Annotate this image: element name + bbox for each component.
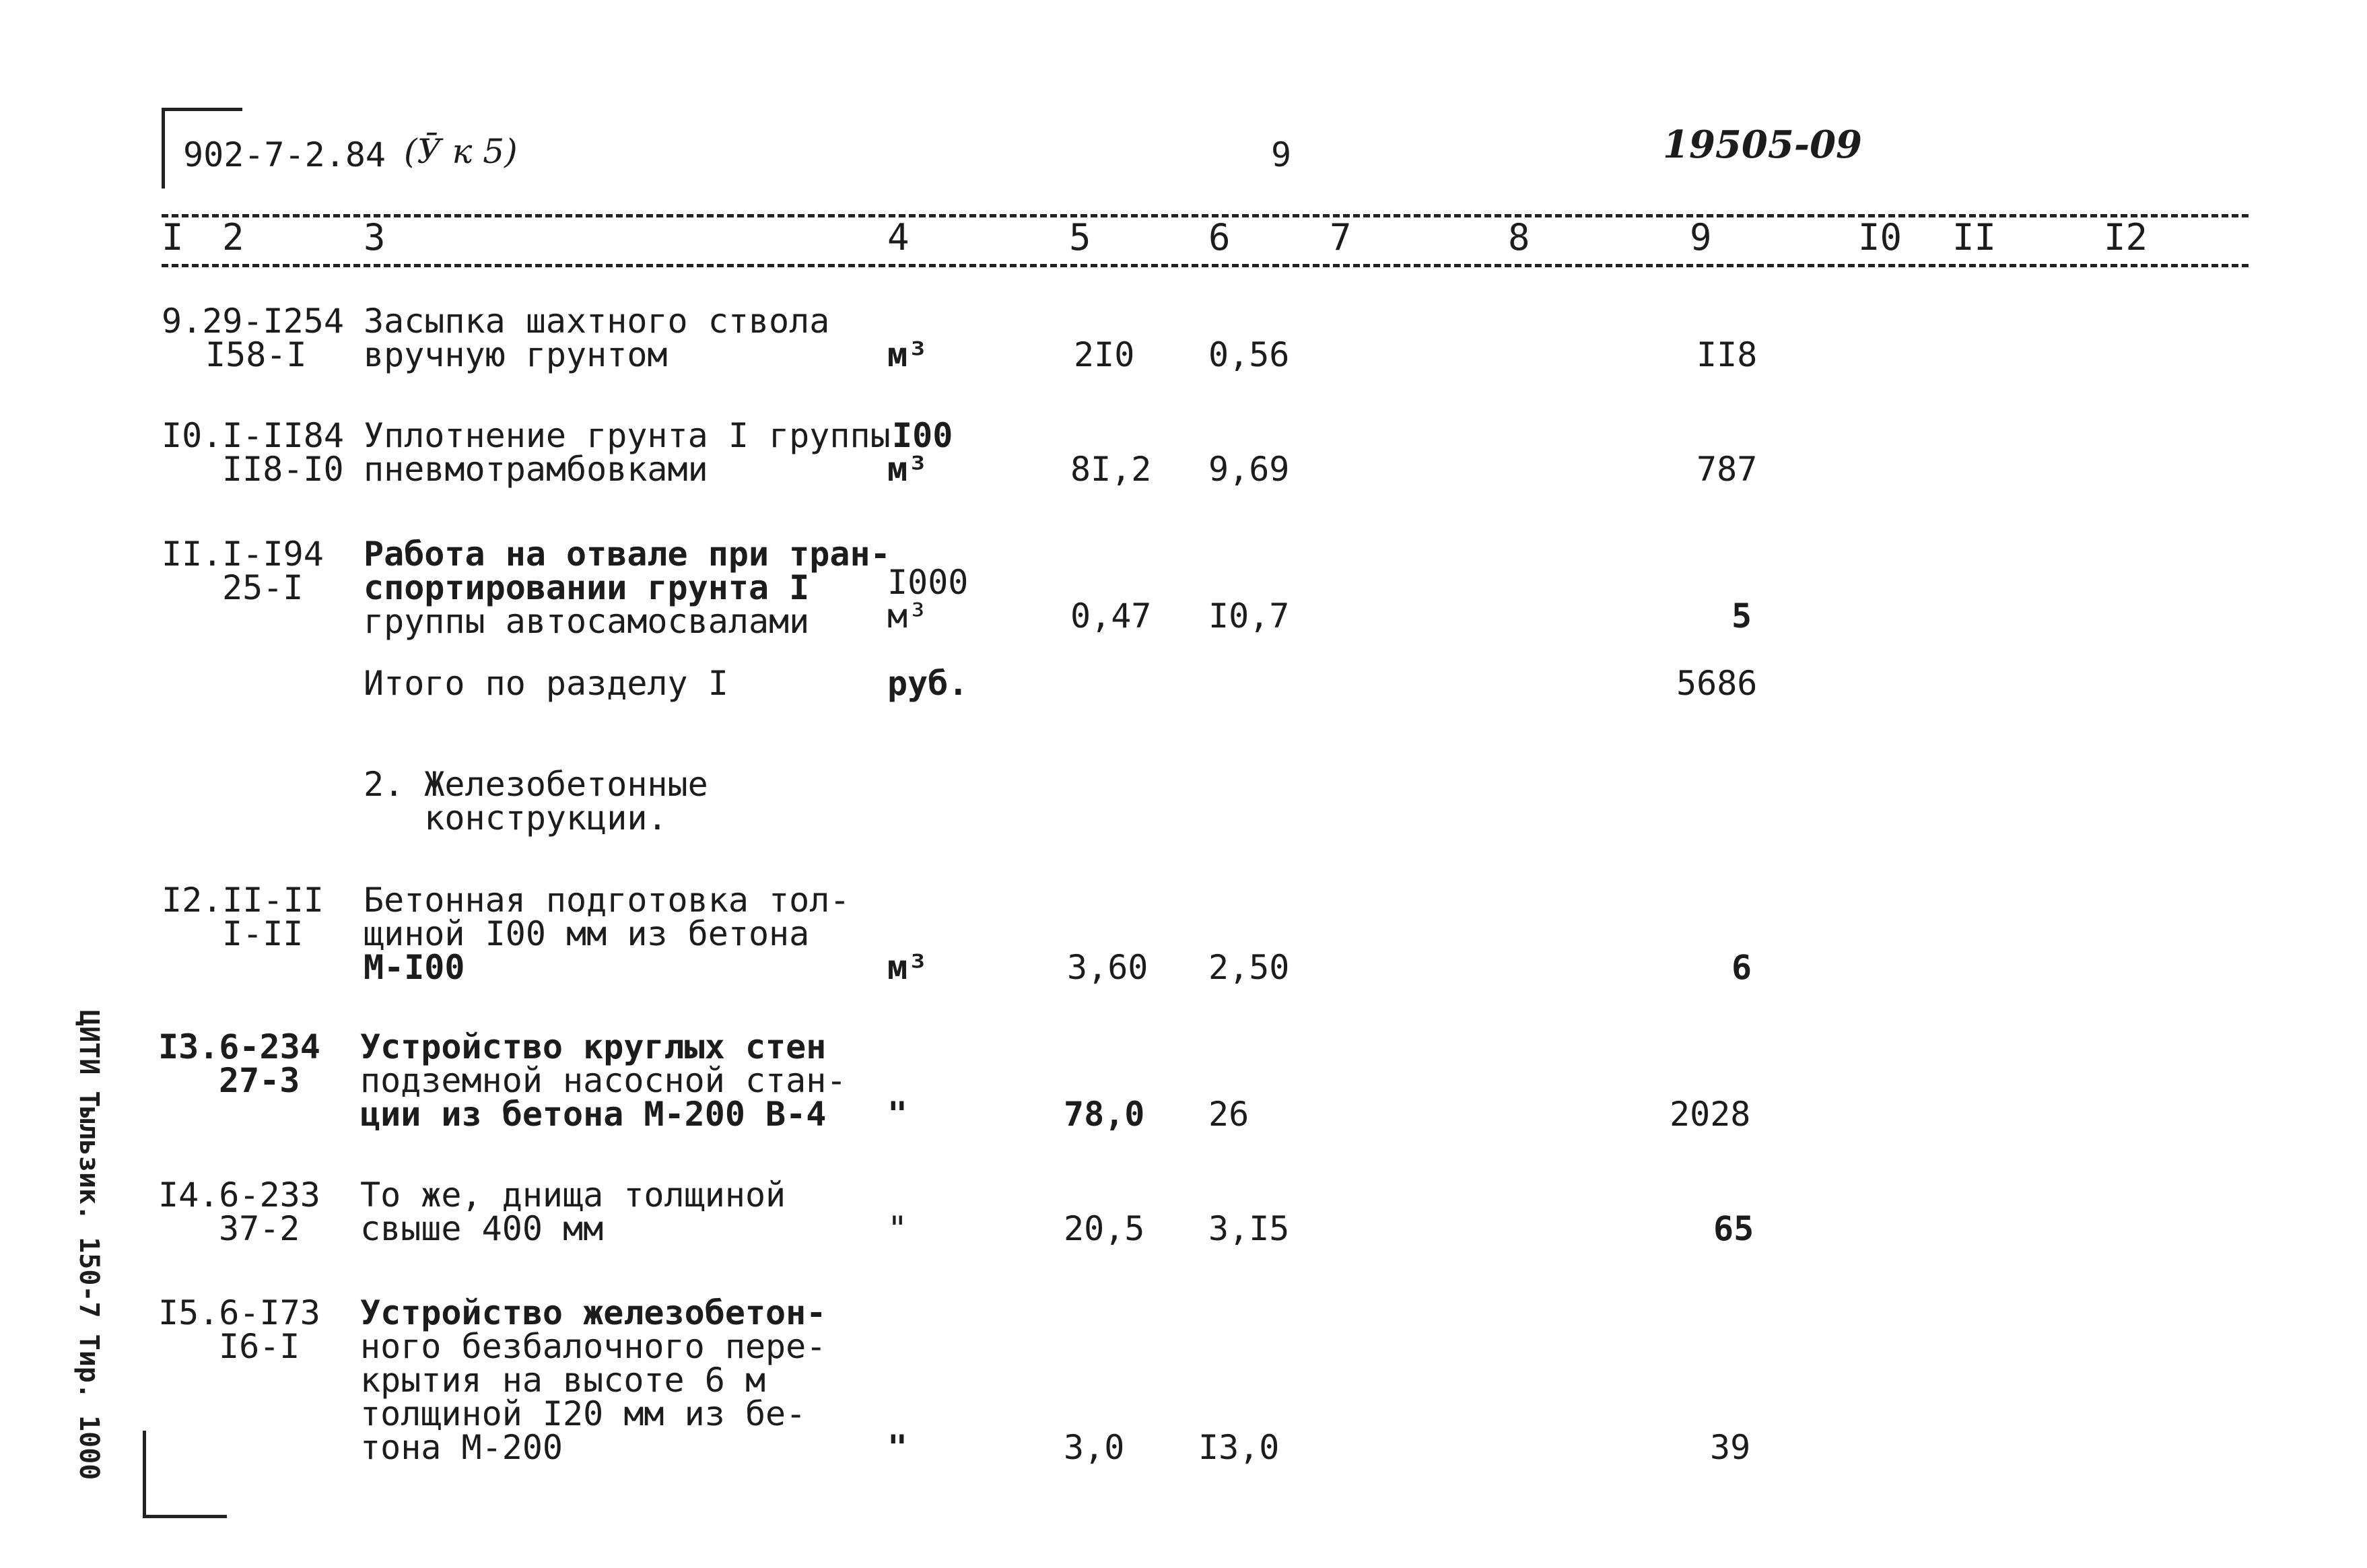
row-unit: м³: [887, 596, 928, 636]
row-unit-price: I3,0: [1198, 1428, 1280, 1467]
col-header-5: 5: [1069, 216, 1091, 259]
volume-ref: (Ӯ к 5): [404, 132, 518, 171]
row-desc-line: То же, днища толщиной: [360, 1175, 786, 1215]
col-header-8: 8: [1508, 216, 1530, 259]
page-number: 9: [1271, 135, 1292, 174]
row-desc-line: крытия на высоте 6 м: [360, 1361, 766, 1400]
col-header-12: I2: [2104, 216, 2148, 259]
col-header-7: 7: [1330, 216, 1352, 259]
subtotal-label: Итого по разделу I: [364, 664, 728, 703]
row-desc-line: свыше 400 мм: [360, 1209, 604, 1248]
row-quantity: 2I0: [1074, 335, 1135, 374]
row-quantity: 3,0: [1064, 1428, 1125, 1467]
row-unit-price: 3,I5: [1208, 1209, 1290, 1248]
col-header-3: 3: [364, 216, 386, 259]
subtotal-total: 5686: [1676, 664, 1758, 703]
row-desc-line: Устройство железобетон-: [360, 1293, 827, 1332]
row-desc-line: щиной I00 мм из бетона: [364, 914, 810, 953]
row-desc-line: Работа на отвале при тран-: [364, 535, 891, 574]
section-title-line: конструкции.: [364, 798, 668, 838]
row-desc-line: Уплотнение грунта I группы: [364, 416, 891, 455]
row-total: 39: [1710, 1428, 1751, 1467]
row-desc-line: группы автосамосвалами: [364, 602, 810, 641]
row-total: 787: [1696, 450, 1758, 489]
row-number: II.I-I94: [162, 535, 324, 574]
header-rule-bottom: [162, 264, 2249, 267]
row-number: I5.6-I73: [158, 1293, 320, 1332]
sheet-number: 19505-09: [1663, 123, 1862, 167]
row-number: I3.6-234: [158, 1027, 320, 1066]
row-unit-price: I0,7: [1208, 596, 1290, 636]
row-desc-line: спортировании грунта I: [364, 568, 810, 607]
row-quantity: 20,5: [1064, 1209, 1145, 1248]
row-desc-line: подземной насосной стан-: [360, 1061, 847, 1100]
row-code: 27-3: [219, 1061, 300, 1100]
row-unit: ": [887, 1428, 908, 1467]
row-code: 25-I: [222, 568, 304, 607]
row-quantity: 8I,2: [1070, 450, 1152, 489]
row-number: 9.29-I254: [162, 302, 344, 341]
row-quantity: 3,60: [1067, 948, 1148, 987]
row-unit-price: 0,56: [1208, 335, 1290, 374]
frame-corner-bottom: [143, 1431, 227, 1518]
row-total: 6: [1731, 948, 1752, 987]
row-desc-line: Засыпка шахтного ствола: [364, 302, 830, 341]
row-unit-price: 9,69: [1208, 450, 1290, 489]
row-desc-line: вручную грунтом: [364, 335, 668, 374]
row-code: 37-2: [219, 1209, 300, 1248]
row-number: I0.I-II84: [162, 416, 344, 455]
col-header-11: II: [1952, 216, 1997, 259]
row-unit: м³: [887, 948, 928, 987]
row-quantity: 0,47: [1070, 596, 1152, 636]
row-unit: ": [887, 1209, 908, 1248]
row-total: 5: [1731, 596, 1752, 636]
row-desc-line: толщиной I20 мм из бе-: [360, 1394, 807, 1433]
row-unit-price: 26: [1208, 1095, 1249, 1134]
row-desc-line: М-I00: [364, 948, 465, 987]
col-header-2: 2: [222, 216, 244, 259]
row-total: 65: [1713, 1209, 1754, 1248]
row-desc-line: пневмотрамбовками: [364, 450, 708, 489]
row-code: I-II: [222, 914, 304, 953]
section-title-line: 2. Железобетонные: [364, 765, 708, 804]
col-header-4: 4: [887, 216, 910, 259]
doc-code: 902-7-2.84: [183, 135, 386, 174]
col-header-9: 9: [1690, 216, 1712, 259]
row-desc-line: Устройство круглых стен: [360, 1027, 827, 1066]
row-code: I6-I: [219, 1327, 300, 1366]
row-unit: I00: [892, 416, 953, 455]
row-total: II8: [1696, 335, 1758, 374]
subtotal-unit: руб.: [887, 664, 969, 703]
row-desc-line: ции из бетона М-200 В-4: [360, 1095, 827, 1134]
col-header-6: 6: [1208, 216, 1231, 259]
row-unit-price: 2,50: [1208, 948, 1290, 987]
row-desc-line: ного безбалочного пере-: [360, 1327, 827, 1366]
row-desc-line: Бетонная подготовка тол-: [364, 881, 850, 920]
row-number: I4.6-233: [158, 1175, 320, 1215]
row-unit: ": [887, 1095, 908, 1134]
row-unit: м³: [887, 335, 928, 374]
row-unit: I000: [887, 563, 969, 602]
row-total: 2028: [1670, 1095, 1751, 1134]
row-code: I58-I: [205, 335, 307, 374]
row-desc-line: тона М-200: [360, 1428, 563, 1467]
col-header-10: I0: [1858, 216, 1902, 259]
col-header-1: I: [162, 216, 184, 259]
row-quantity: 78,0: [1064, 1095, 1145, 1134]
header-rule-top: [162, 214, 2249, 217]
row-unit: м³: [887, 450, 928, 489]
row-number: I2.II-II: [162, 881, 324, 920]
printer-stamp: ЦИТИ Тыльзик. 150-7 Тир. 1000: [73, 1010, 104, 1480]
row-code: II8-I0: [222, 450, 344, 489]
